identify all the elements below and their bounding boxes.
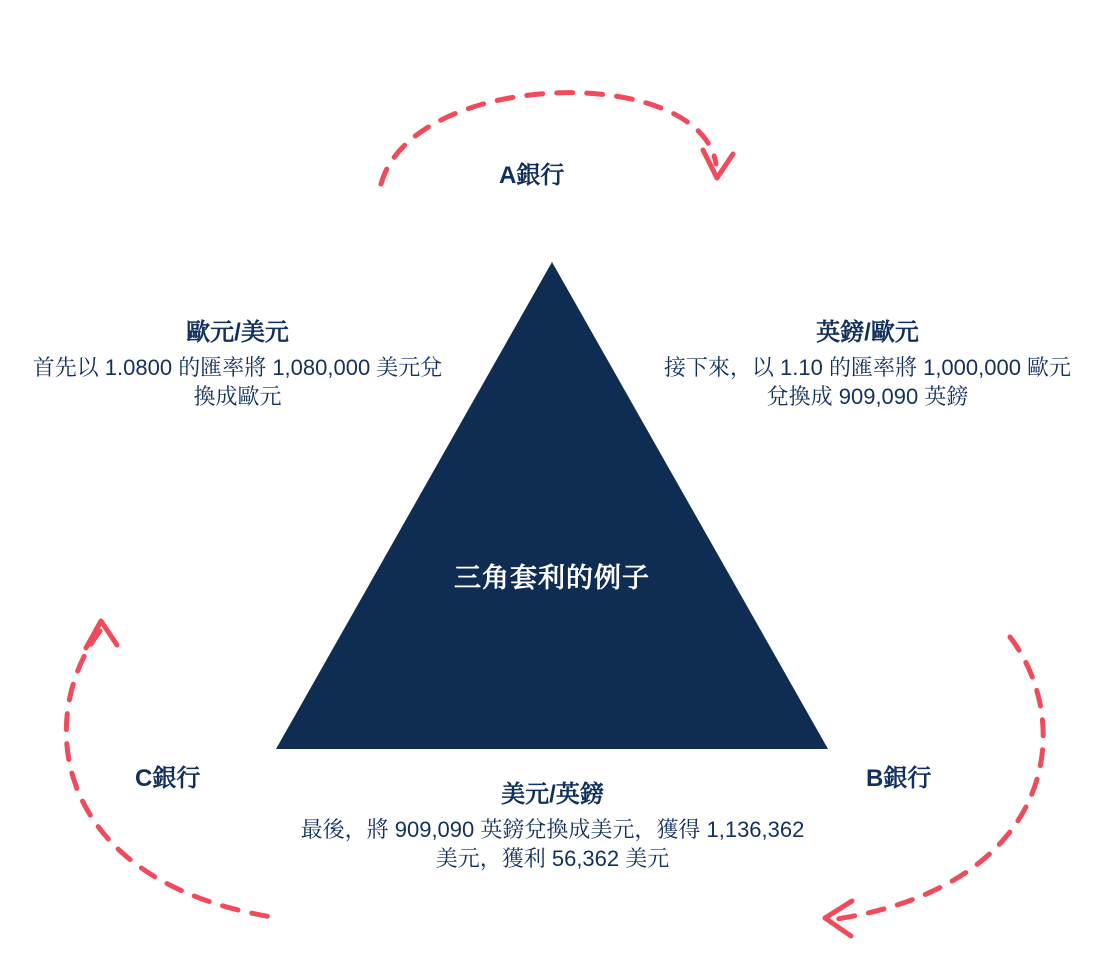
step-usd-gbp-pair: 美元/英鎊 xyxy=(501,781,604,808)
bank-label-b: B銀行 xyxy=(866,765,932,792)
step-gbp-eur-pair: 英鎊/歐元 xyxy=(816,319,919,346)
step-gbp-eur-description: 接下來，以 1.10 的匯率將 1,000,000 歐元兌換成 909,090 英鎊 xyxy=(663,355,1072,410)
center-label: 三角套利的例子 xyxy=(454,563,650,593)
arrow-head-top xyxy=(703,150,733,178)
step-eur-usd-description: 首先以 1.0800 的匯率將 1,080,000 美元兌換成歐元 xyxy=(32,355,443,410)
step-gbp-eur xyxy=(660,312,1075,412)
step-eur-usd-pair: 歐元/美元 xyxy=(186,319,289,346)
step-eur-usd xyxy=(30,312,445,412)
arrow-head-right xyxy=(825,901,852,936)
arrow-head-left xyxy=(86,621,117,648)
bank-label-c: C銀行 xyxy=(135,765,201,792)
bank-label-a: A銀行 xyxy=(499,162,565,189)
step-usd-gbp-description: 最後，將 909,090 英鎊兌換成美元，獲得 1,136,362 美元，獲利 56,362 美元 xyxy=(300,817,805,872)
step-usd-gbp xyxy=(290,774,815,874)
